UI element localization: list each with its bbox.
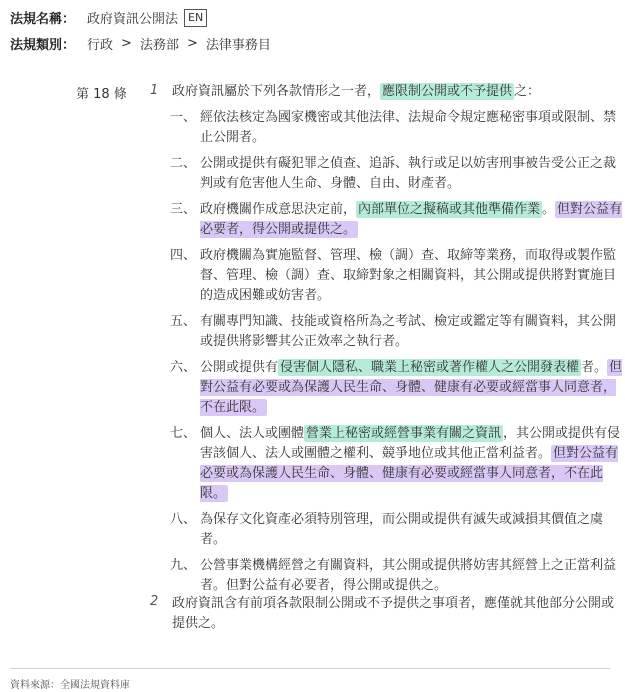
paragraph-text-plain: 之： <box>514 84 541 99</box>
highlight-purple: 但對公益有必要或為保護人民生命、身體、健康有必要或經當事人同意者，不在此限。 <box>200 446 619 501</box>
breadcrumb-separator: > <box>121 36 132 51</box>
highlight-green: 營業上秘密或經營事業有關之資訊 <box>306 426 502 441</box>
list-item <box>170 424 624 504</box>
item-text <box>200 200 624 240</box>
item-marker: 五、 <box>170 314 197 329</box>
list-item <box>170 312 624 352</box>
item-marker: 六、 <box>170 360 197 375</box>
law-category-label: 法規類別： <box>10 38 76 53</box>
item-text: 經依法核定為國家機密或其他法律、法規命令規定應秘密事項或限制、禁止公開者。 <box>200 110 617 145</box>
item-text-plain: 政府機關作成意思決定前， <box>200 202 357 217</box>
list-item <box>170 510 624 550</box>
highlight-green: 應限制公開或不予提供 <box>382 84 513 99</box>
item-text <box>200 358 624 418</box>
item-text-plain: 者。 <box>581 360 608 375</box>
highlight-green: 侵害個人隱私、職業上秘密或著作權人之公開發表權 <box>280 360 580 375</box>
item-text: 為保存文化資產必須特別管理，而公開或提供有滅失或減損其價值之虞者。 <box>200 512 604 547</box>
source-note: 資料來源：全國法規資料庫 <box>10 680 130 691</box>
item-marker: 八、 <box>170 512 197 527</box>
list-item <box>170 246 624 306</box>
paragraph-number: 2 <box>150 594 159 609</box>
breadcrumb-item-ministry[interactable]: 法務部 <box>139 38 179 53</box>
item-text-plain: 公開或提供有 <box>200 360 279 375</box>
highlight-green: 內部單位之擬稿或其他準備作業 <box>358 202 541 217</box>
law-name-label: 法規名稱： <box>10 12 76 27</box>
list-item <box>170 108 624 148</box>
item-marker: 七、 <box>170 426 197 441</box>
list-item <box>170 154 624 194</box>
item-text <box>200 424 624 504</box>
item-marker: 三、 <box>170 202 197 217</box>
item-text: 有關專門知識、技能或資格所為之考試、檢定或鑑定等有關資料，其公開或提供將影響其公正效率之執行者。 <box>200 314 617 349</box>
law-name-row <box>10 8 207 27</box>
highlight-purple: 但對公益有必要或為保護人民生命、身體、健康有必要或經當事人同意者，不在此限。 <box>200 360 623 415</box>
list-item <box>170 358 624 418</box>
paragraph-number: 1 <box>150 83 159 98</box>
paragraph-text: 政府資訊含有前項各款限制公開或不予提供之事項者，應僅就其他部分公開或提供之。 <box>172 596 615 631</box>
list-item <box>170 200 624 240</box>
item-text-plain: ，其公開或提供有侵害該個人、法人或團體之權利、競爭地位或其他正當利益者。 <box>200 426 621 461</box>
item-text: 公營事業機構經營之有關資料，其公開或提供將妨害其經營上之正當利益者。但對公益有必要者，得公開或提供之。 <box>200 558 617 593</box>
list-item <box>170 556 624 596</box>
item-text-plain: 。 <box>542 202 556 217</box>
breadcrumb-item-administration[interactable]: 行政 <box>87 38 114 53</box>
item-text-plain: 個人、法人或團體 <box>200 426 305 441</box>
law-name-value: 政府資訊公開法 <box>87 12 179 27</box>
breadcrumb-separator: > <box>186 36 198 51</box>
item-marker: 一、 <box>170 110 197 125</box>
paragraph-text <box>172 82 624 102</box>
breadcrumb-item-legal-affairs[interactable]: 法律事務目 <box>205 38 271 53</box>
item-marker: 九、 <box>170 558 197 573</box>
item-text: 公開或提供有礙犯罪之偵查、追訴、執行或足以妨害刑事被告受公正之裁判或有危害他人生命、身體、自由、財產者。 <box>200 156 617 191</box>
law-category-row <box>10 34 271 53</box>
english-version-button[interactable]: EN <box>184 9 207 27</box>
item-marker: 二、 <box>170 156 197 171</box>
footer-divider <box>10 668 610 669</box>
item-text: 政府機關為實施監督、管理、檢（調）查、取締等業務，而取得或製作監督、管理、檢（調）查、取締對象之相關資料，其公開或提供將對實施目的造成困難或妨害者。 <box>200 248 617 303</box>
item-marker: 四、 <box>170 248 197 263</box>
highlight-purple: 但對公益有必要者，得公開或提供之。 <box>200 202 623 237</box>
item-list <box>170 108 624 602</box>
paragraph-text-plain: 政府資訊屬於下列各款情形之一者， <box>172 84 381 99</box>
article-number: 第 18 條 <box>76 87 127 102</box>
